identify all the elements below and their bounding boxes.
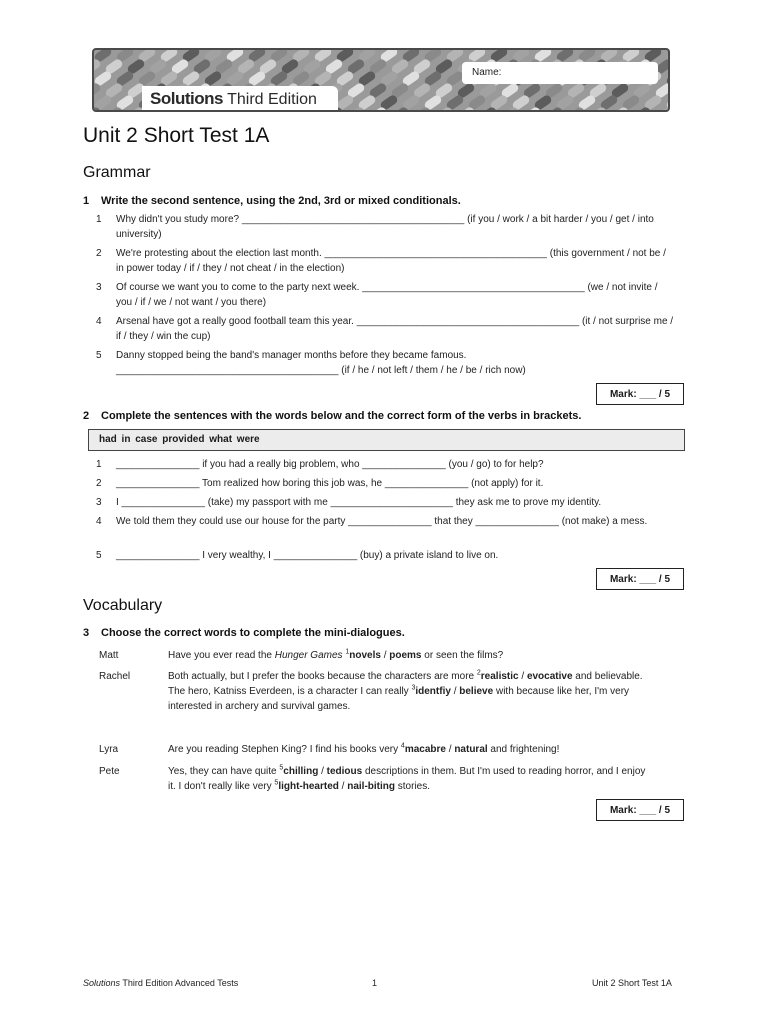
item-number: 2	[96, 478, 102, 489]
speaker-name: Rachel	[99, 671, 131, 682]
footer-left: Solutions Third Edition Advanced Tests	[83, 978, 239, 988]
question-3-title	[83, 627, 405, 639]
item-number: 5	[96, 550, 102, 561]
option-choice[interactable]: chilling	[283, 766, 319, 777]
dialogue-line: interested in archery and survival games.	[168, 701, 351, 712]
section-heading-grammar: Grammar	[83, 164, 151, 181]
section-heading-vocabulary: Vocabulary	[83, 597, 163, 614]
item-text: Arsenal have got a really good football team this year. ________________________________________ (it / not surprise me / if / they / win the cup)	[116, 316, 674, 342]
item-text: Why didn't you study more? ________________________________________ (if you / work / a bit harder / you / get / into university)	[116, 214, 654, 240]
option-choice[interactable]: believe	[459, 686, 494, 697]
item-text: We're protesting about the election last month. ________________________________________ (this government / not be / in power today / if / they / not cheat / in the election)	[116, 248, 666, 274]
item-number: 2	[96, 248, 102, 259]
dialogue-line: Both actually, but I prefer the books because the characters are more $^2$realistic / evocative and believable.	[168, 669, 643, 682]
item-number: 1	[96, 459, 102, 470]
brand-name: Solutions	[150, 89, 223, 108]
item-text: I _______________ (take) my passport with me ______________________ they ask me to prove my identity.	[116, 497, 602, 508]
book-title: Hunger Games	[274, 650, 343, 661]
page-number: 1	[372, 978, 378, 988]
footer-right: Unit 2 Short Test 1A	[592, 978, 672, 988]
dialogue-line: Are you reading Stephen King? I find his books very $^4$macabre / natural and frightening!	[168, 742, 560, 755]
option-choice[interactable]: novels	[349, 650, 381, 661]
mark-box-q1: Mark: ___ / 5	[596, 383, 684, 405]
question-number: 1	[83, 195, 90, 207]
item-text: _______________ if you had a really big problem, who _______________ (you / go) to for help?	[116, 459, 544, 470]
item-text: _______________ I very wealthy, I _______________ (buy) a private island to live on.	[116, 550, 499, 561]
option-choice[interactable]: evocative	[526, 671, 573, 682]
question-instruction: Complete the sentences with the words below and the correct form of the verbs in brackets.	[101, 410, 582, 422]
pattern-pill	[654, 106, 668, 110]
question-number: 3	[83, 627, 90, 639]
question-instruction: Choose the correct words to complete the mini-dialogues.	[101, 627, 405, 639]
item-text: Danny stopped being the band's manager months before they became famous. ________________________________________ (if / he / not left / them / he / be / rich now)	[116, 350, 526, 376]
word-bank: had in case provided what were	[88, 429, 685, 451]
option-choice[interactable]: macabre	[404, 744, 446, 755]
header-banner	[92, 48, 670, 112]
option-choice[interactable]: identfiy	[415, 686, 451, 697]
name-label: Name:	[472, 67, 502, 78]
speaker-name: Matt	[99, 650, 119, 661]
speaker-name: Pete	[99, 766, 120, 777]
question-number: 2	[83, 410, 90, 422]
mark-box-q2: Mark: ___ / 5	[596, 568, 684, 590]
item-number: 4	[96, 316, 102, 327]
mark-box-q3: Mark: ___ / 5	[596, 799, 684, 821]
dialogue-line: The hero, Katniss Everdeen, is a character I can really $^3$identfiy / believe with because like her, I'm very	[168, 684, 630, 697]
dialogue-line: Have you ever read the Hunger Games $^1$novels / poems or seen the films?	[168, 648, 504, 661]
item-number: 4	[96, 516, 102, 527]
page-title: Unit 2 Short Test 1A	[83, 124, 270, 147]
item-text: _______________ Tom realized how boring this job was, he _______________ (not apply) for it.	[116, 478, 544, 489]
item-number: 5	[96, 350, 102, 361]
item-number: 3	[96, 497, 102, 508]
speaker-name: Lyra	[99, 744, 119, 755]
option-choice[interactable]: tedious	[326, 766, 363, 777]
item-number: 3	[96, 282, 102, 293]
brand-edition: Third Edition	[222, 91, 317, 108]
option-choice[interactable]: natural	[454, 744, 488, 755]
item-text: We told them they could use our house for the party _______________ that they _______________ (not make) a mess.	[116, 516, 648, 527]
brand-logo	[142, 86, 338, 112]
question-1-title	[83, 195, 461, 207]
option-choice[interactable]: nail-biting	[347, 781, 395, 792]
name-field[interactable]	[462, 62, 658, 84]
option-choice[interactable]: poems	[389, 650, 422, 661]
option-choice[interactable]: realistic	[480, 671, 519, 682]
item-text: Of course we want you to come to the party next week. ________________________________________ (we / not invite / you / if / we / not want / you there)	[116, 282, 658, 308]
dialogue-line: it. I don't really like very $^5$light-hearted / nail-biting stories.	[168, 779, 431, 792]
question-instruction: Write the second sentence, using the 2nd, 3rd or mixed conditionals.	[101, 195, 461, 207]
item-number: 1	[96, 214, 102, 225]
question-2-title	[83, 410, 581, 422]
dialogue-line: Yes, they can have quite $^5$chilling / tedious descriptions in them. But I'm used to reading horror, and I enjoy	[168, 764, 646, 777]
option-choice[interactable]: light-hearted	[278, 781, 339, 792]
